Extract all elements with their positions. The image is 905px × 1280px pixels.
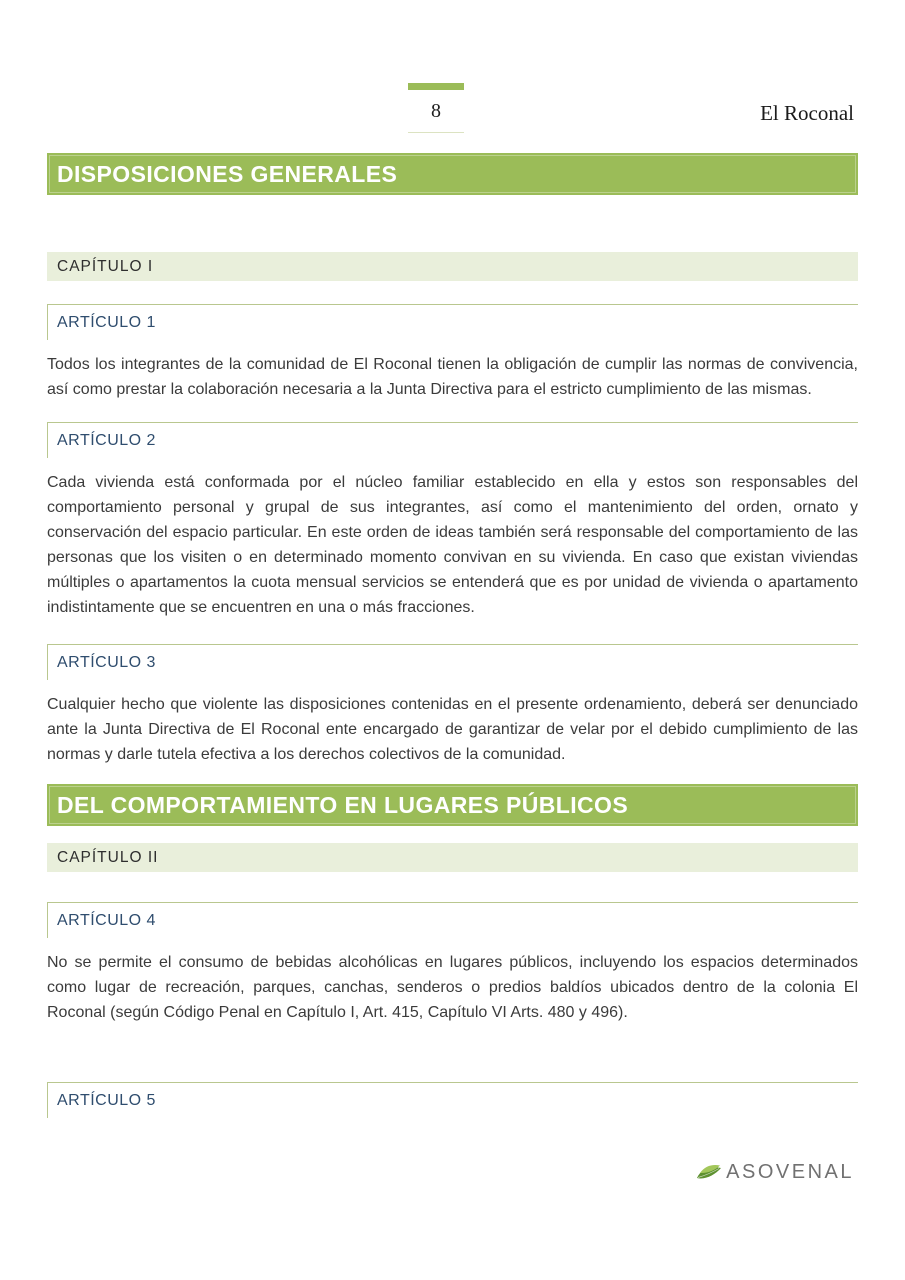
article-1 — [47, 304, 858, 402]
logo-text: ASOVENAL — [726, 1161, 854, 1183]
article-3 — [47, 644, 858, 767]
page-header — [47, 0, 858, 153]
page-number-block — [408, 83, 464, 133]
chapter-label: CAPÍTULO II — [57, 848, 159, 866]
article-heading: ARTÍCULO 4 — [47, 902, 858, 938]
chapter-bar — [47, 843, 858, 872]
footer-logo — [696, 1161, 854, 1184]
section-comportamiento-lugares-publicos — [47, 784, 858, 1118]
article-heading: ARTÍCULO 3 — [47, 644, 858, 680]
article-paragraph: Cualquier hecho que violente las disposiciones contenidas en el presente ordenamiento, deberá ser denunciado ante la Junta Directiva de El Roconal ente encargado de garantizar de velar por el debido cumplimiento de las normas y darle tutela efectiva a los derechos colectivos de la comunidad. — [47, 696, 858, 763]
leaf-icon — [696, 1163, 722, 1183]
section-disposiciones-generales — [47, 153, 858, 767]
article-heading: ARTÍCULO 1 — [47, 304, 858, 340]
page-number-rule-bottom — [408, 132, 464, 133]
section-title-bar — [47, 153, 858, 195]
page-number-rule-top — [408, 83, 464, 90]
section-title: DISPOSICIONES GENERALES — [57, 160, 398, 187]
page-number: 8 — [431, 100, 441, 122]
article-paragraph: Todos los integrantes de la comunidad de El Roconal tienen la obligación de cumplir las normas de convivencia, así como prestar la colaboración necesaria a la Junta Directiva para el estricto cumplimiento de las mismas. — [47, 356, 858, 398]
header-brand: El Roconal — [760, 101, 854, 125]
chapter-label: CAPÍTULO I — [57, 257, 154, 275]
chapter-bar — [47, 252, 858, 281]
article-5 — [47, 1082, 858, 1118]
section-title-bar — [47, 784, 858, 826]
section-title: DEL COMPORTAMIENTO EN LUGARES PÚBLICOS — [57, 791, 629, 818]
article-heading: ARTÍCULO 5 — [47, 1082, 858, 1118]
article-paragraph: No se permite el consumo de bebidas alcohólicas en lugares públicos, incluyendo los espacios determinados como lugar de recreación, parques, canchas, senderos o predios baldíos ubicados dentro de la colonia El Roconal (según Código Penal en Capítulo I, Art. 415, Capítulo VI Arts. 480 y 496). — [47, 954, 858, 1021]
article-paragraph: Cada vivienda está conformada por el núcleo familiar establecido en ella y estos son responsables del comportamiento personal y grupal de sus integrantes, así como el mantenimiento del orden, ornato y conservación del espacio particular. En este orden de ideas también será responsable del comportamiento de las personas que los visiten o en determinado momento convivan en su vivienda. En caso que existan viviendas múltiples o apartamentos la cuota mensual servicios se entenderá que es por unidad de vivienda o apartamento indistintamente que se encuentren en una o más fracciones. — [47, 474, 858, 616]
article-2 — [47, 422, 858, 620]
article-heading: ARTÍCULO 2 — [47, 422, 858, 458]
article-4 — [47, 902, 858, 1025]
